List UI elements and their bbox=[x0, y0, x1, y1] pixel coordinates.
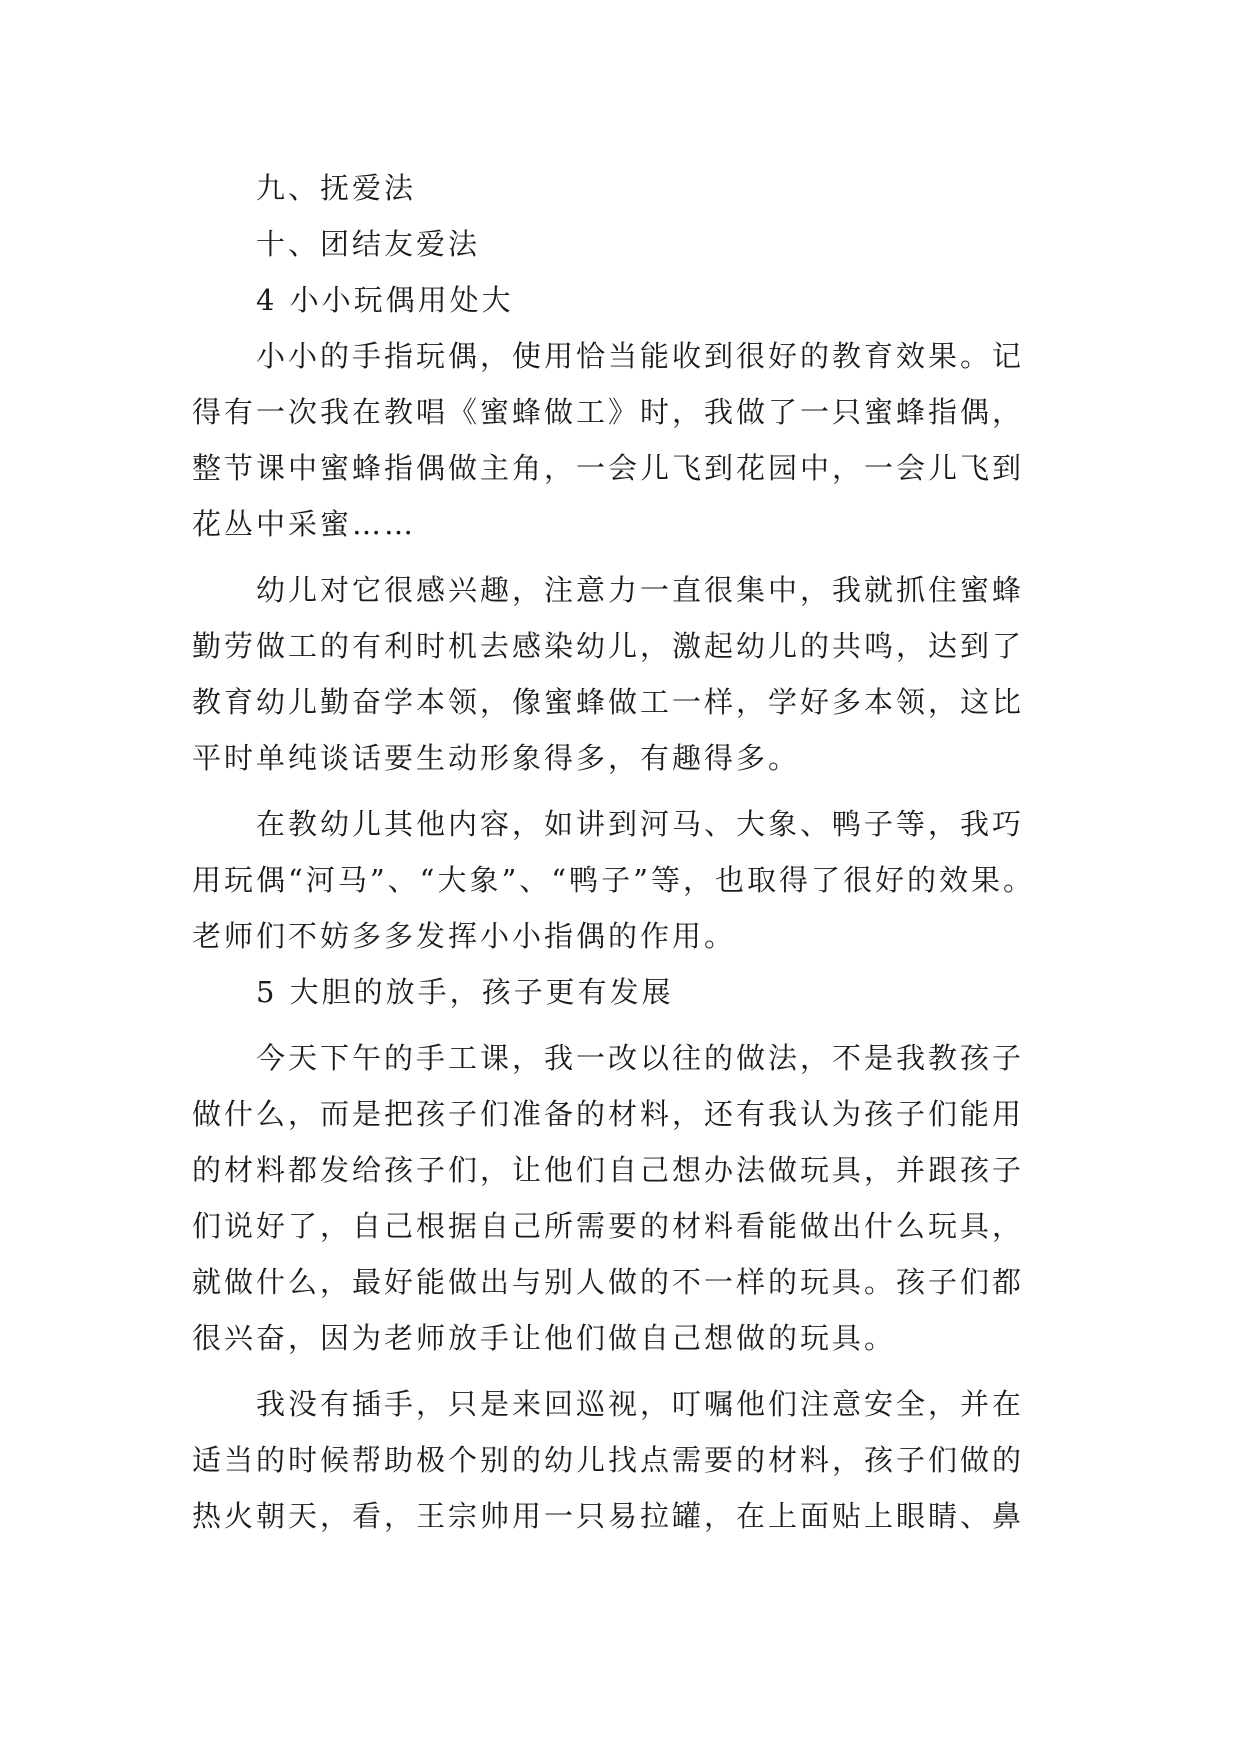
paragraph-line: 花丛中采蜜…… bbox=[192, 507, 417, 541]
paragraph-line: 们说好了，自己根据自己所需要的材料看能做出什么玩具， bbox=[192, 1209, 1025, 1243]
paragraph-line: 适当的时候帮助极个别的幼儿找点需要的材料，孩子们做的 bbox=[192, 1443, 1025, 1477]
section-heading-4: 4 小小玩偶用处大 bbox=[256, 283, 514, 317]
paragraph-line: 就做什么，最好能做出与别人做的不一样的玩具。孩子们都 bbox=[192, 1265, 1025, 1299]
paragraph-line: 在教幼儿其他内容，如讲到河马、大象、鸭子等，我巧 bbox=[256, 807, 1025, 841]
paragraph-line: 幼儿对它很感兴趣，注意力一直很集中，我就抓住蜜蜂 bbox=[256, 573, 1025, 607]
paragraph-line: 今天下午的手工课，我一改以往的做法，不是我教孩子 bbox=[256, 1041, 1025, 1075]
paragraph-line: 整节课中蜜蜂指偶做主角，一会儿飞到花园中，一会儿飞到 bbox=[192, 451, 1025, 485]
paragraph-4 bbox=[192, 1030, 1062, 1366]
heading-nine: 九、抚爱法 bbox=[256, 171, 417, 205]
document-body bbox=[192, 160, 1062, 1544]
paragraph-line: 平时单纯谈话要生动形象得多，有趣得多。 bbox=[192, 741, 801, 775]
paragraph-line: 得有一次我在教唱《蜜蜂做工》时，我做了一只蜜蜂指偶， bbox=[192, 395, 1025, 429]
paragraph-line: 热火朝天，看，王宗帅用一只易拉罐，在上面贴上眼睛、鼻 bbox=[192, 1499, 1025, 1533]
section-heading-5: 5 大胆的放手，孩子更有发展 bbox=[256, 975, 674, 1009]
paragraph-line: 很兴奋，因为老师放手让他们做自己想做的玩具。 bbox=[192, 1321, 897, 1355]
paragraph-3 bbox=[192, 796, 1062, 964]
paragraph-line: 做什么，而是把孩子们准备的材料，还有我认为孩子们能用 bbox=[192, 1097, 1025, 1131]
paragraph-2 bbox=[192, 562, 1062, 786]
paragraph-line: 老师们不妨多多发挥小小指偶的作用。 bbox=[192, 919, 737, 953]
paragraph-1 bbox=[192, 328, 1062, 552]
paragraph-line: 用玩偶“河马”、“大象”、“鸭子”等，也取得了很好的效果。 bbox=[192, 863, 1035, 897]
paragraph-5 bbox=[192, 1376, 1062, 1544]
paragraph-line: 小小的手指玩偶，使用恰当能收到很好的教育效果。记 bbox=[256, 339, 1025, 373]
paragraph-line: 勤劳做工的有利时机去感染幼儿，激起幼儿的共鸣，达到了 bbox=[192, 629, 1025, 663]
paragraph-line: 我没有插手，只是来回巡视，叮嘱他们注意安全，并在 bbox=[256, 1387, 1025, 1421]
paragraph-line: 的材料都发给孩子们，让他们自己想办法做玩具，并跟孩子 bbox=[192, 1153, 1025, 1187]
paragraph-line: 教育幼儿勤奋学本领，像蜜蜂做工一样，学好多本领，这比 bbox=[192, 685, 1025, 719]
heading-ten: 十、团结友爱法 bbox=[256, 227, 481, 261]
